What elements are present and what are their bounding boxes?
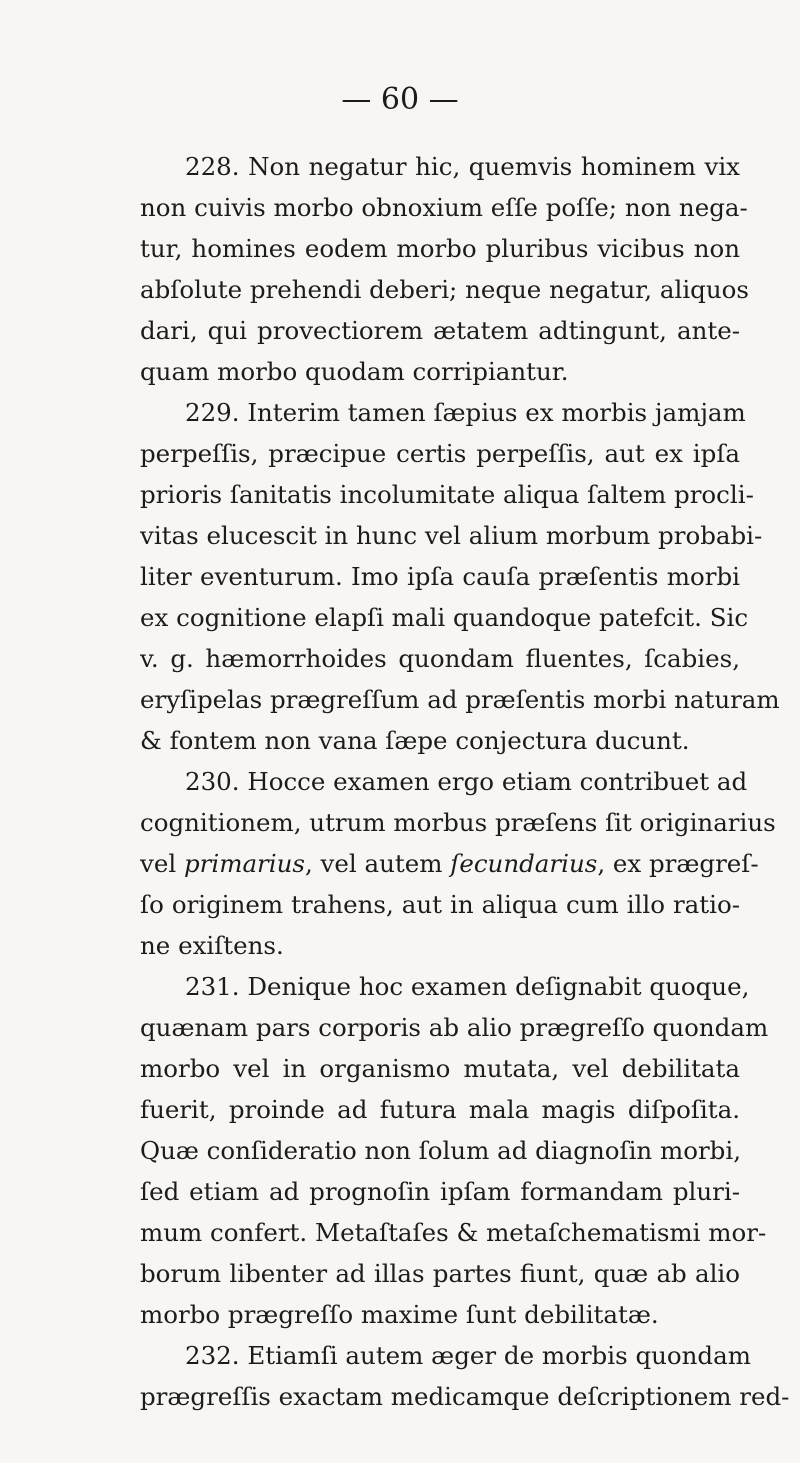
body-text [140,146,790,1417]
paragraph-228-line-6: quam morbo quodam corripiantur. [140,357,569,386]
paragraph-230-line-3-mid: , vel autem [304,849,443,878]
paragraph-229-line-5: liter eventurum. Imo ipſa cauſa præſentis morbi [140,562,740,591]
paragraph-232-line-1: 232. Etiamſi autem æger de morbis quondam [185,1341,751,1370]
paragraph-231-line-3: morbo vel in organismo mutata, vel debilitata [140,1054,740,1083]
paragraph-230-line-4: ſo originem trahens, aut in aliqua cum illo ratio- [140,890,740,919]
paragraph-230-line-3-suffix: , ex prægreſ- [597,849,759,878]
paragraph-228-line-1: 228. Non negatur hic, quemvis hominem vix [185,152,740,181]
paragraph-228-line-4: abſolute prehendi deberi; neque negatur, aliquos [140,275,749,304]
paragraph-231-line-5: Quæ conſideratio non ſolum ad diagnoſin morbi, [140,1136,741,1165]
paragraph-231-line-6: ſed etiam ad prognoſin ipſam formandam pluri- [140,1177,740,1206]
paragraph-231-line-1: 231. Denique hoc examen deſignabit quoque, [185,972,750,1001]
paragraph-231-line-4: fuerit, proinde ad futura mala magis diſpoſita. [140,1095,740,1124]
page-number: — 60 — [341,82,459,117]
paragraph-230-line-1: 230. Hocce examen ergo etiam contribuet ad [185,767,748,796]
paragraph-229-line-3: prioris ſanitatis incolumitate aliqua ſaltem procli- [140,480,754,509]
paragraph-229-line-9: & fontem non vana ſæpe conjectura ducunt. [140,726,690,755]
paragraph-229-line-7: v. g. hæmorrhoides quondam fluentes, ſcabies, [140,644,740,673]
paragraph-230-line-3-prefix: vel [140,849,177,878]
paragraph-229-line-4: vitas elucescit in hunc vel alium morbum probabi- [140,521,763,550]
paragraph-230-line-3 [140,843,759,884]
paragraph-228-line-5: dari, qui provectiorem ætatem adtingunt, ante- [140,316,740,345]
paragraph-231-line-7: mum confert. Metaſtaſes & metaſchematismi mor- [140,1218,767,1247]
paragraph-231-line-9: morbo prægreſſo maxime ſunt debilitatæ. [140,1300,659,1329]
paragraph-229-line-8: eryſipelas prægreſſum ad præſentis morbi naturam [140,685,780,714]
paragraph-229-line-2: perpeſſis, præcipue certis perpeſſis, aut ex ipſa [140,439,740,468]
paragraph-230-line-5: ne exiſtens. [140,931,284,960]
term-secundarius: ſecundarius [450,849,598,878]
paragraph-229-line-6: ex cognitione elapſi mali quandoque patefcit. Sic [140,603,749,632]
paragraph-228-line-2: non cuivis morbo obnoxium eſſe poſſe; non nega- [140,193,748,222]
paragraph-229-line-1: 229. Interim tamen ſæpius ex morbis jamjam [185,398,746,427]
term-primarius: primarius [183,849,305,878]
paragraph-230-line-2: cognitionem, utrum morbus præſens ſit originarius [140,808,776,837]
paragraph-228-line-3: tur, homines eodem morbo pluribus vicibus non [140,234,740,263]
paragraph-231-line-2: quænam pars corporis ab alio prægreſſo quondam [140,1013,769,1042]
paragraph-231-line-8: borum libenter ad illas partes fiunt, quæ ab alio [140,1259,740,1288]
paragraph-232-line-2: prægreſſis exactam medicamque deſcriptionem red- [140,1382,790,1411]
